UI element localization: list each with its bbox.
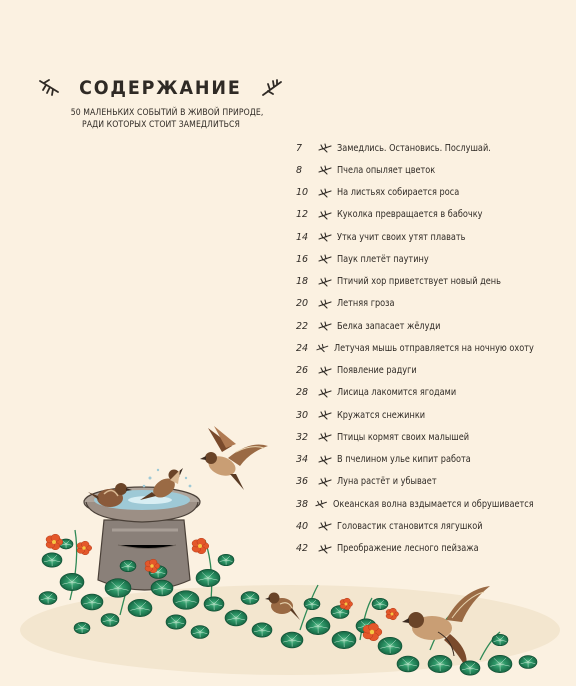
bird-icon bbox=[88, 483, 132, 507]
flower-icon bbox=[192, 538, 209, 554]
nasturtium-leaf-icon bbox=[81, 594, 103, 610]
nasturtium-leaf-icon bbox=[378, 637, 402, 654]
bird-icon bbox=[140, 468, 183, 501]
toc-page-number: 30 bbox=[296, 409, 309, 421]
page-title: СОДЕРЖАНИЕ bbox=[79, 77, 242, 99]
bird-icon bbox=[402, 586, 490, 668]
toc-entry-title: Пчела опыляет цветок bbox=[337, 164, 436, 176]
nasturtium-leaf-icon bbox=[74, 622, 90, 634]
sprig-icon bbox=[318, 210, 332, 220]
sprig-icon bbox=[316, 343, 329, 353]
nasturtium-leaf-icon bbox=[173, 591, 199, 610]
toc-entry[interactable] bbox=[296, 515, 566, 537]
bird-icon bbox=[265, 593, 300, 621]
title-row bbox=[38, 72, 283, 104]
toc-page-number: 28 bbox=[296, 387, 309, 399]
sprig-icon bbox=[318, 455, 332, 465]
nasturtium-leaf-icon bbox=[60, 573, 84, 590]
nasturtium-leaf-icon bbox=[306, 617, 330, 634]
toc-page-number: 34 bbox=[296, 454, 309, 466]
nasturtium-leaf-icon bbox=[120, 560, 136, 572]
toc-entry-title: Птицы кормят своих малышей bbox=[337, 431, 470, 443]
table-of-contents bbox=[296, 137, 566, 560]
toc-entry[interactable] bbox=[296, 182, 566, 204]
flower-icon bbox=[46, 534, 63, 550]
toc-entry[interactable] bbox=[296, 382, 566, 404]
toc-entry-title: На листьях собирается роса bbox=[337, 187, 460, 199]
nasturtium-leaf-icon bbox=[428, 655, 452, 672]
bird-icon bbox=[200, 426, 268, 490]
toc-page-number: 20 bbox=[296, 298, 309, 310]
sprig-icon bbox=[318, 544, 332, 554]
toc-entry-title: Белка запасает жёлуди bbox=[337, 320, 441, 332]
toc-page-number: 36 bbox=[296, 476, 309, 488]
nasturtium-leaf-icon bbox=[149, 566, 167, 579]
sprig-icon bbox=[315, 499, 327, 509]
sprig-icon bbox=[318, 232, 332, 242]
sprig-icon bbox=[318, 366, 332, 376]
flower-icon bbox=[77, 541, 92, 555]
toc-page-number: 7 bbox=[296, 142, 303, 154]
toc-entry[interactable] bbox=[296, 493, 566, 515]
sprig-icon bbox=[318, 477, 332, 487]
toc-page-number: 12 bbox=[296, 209, 309, 221]
toc-page-number: 40 bbox=[296, 520, 309, 532]
nasturtium-leaf-icon bbox=[252, 623, 272, 637]
nasturtium-leaf-icon bbox=[372, 598, 388, 610]
toc-entry-title: Замедлись. Остановись. Послушай. bbox=[337, 142, 491, 154]
nasturtium-leaf-icon bbox=[460, 661, 480, 675]
nasturtium-leaf-icon bbox=[241, 592, 259, 605]
nasturtium-leaf-icon bbox=[397, 656, 419, 672]
nasturtium-leaf-icon bbox=[492, 634, 508, 646]
toc-entry-title: Птичий хор приветствует новый день bbox=[337, 276, 501, 288]
sprig-icon bbox=[318, 432, 332, 442]
sprig-icon bbox=[318, 277, 332, 287]
sprig-icon bbox=[318, 165, 332, 175]
nasturtium-leaf-icon bbox=[304, 598, 320, 610]
toc-entry[interactable] bbox=[296, 226, 566, 248]
toc-entry-title: Кружатся снежинки bbox=[337, 409, 426, 421]
sprig-icon bbox=[318, 521, 332, 531]
nasturtium-leaf-icon bbox=[39, 592, 57, 605]
toc-entry[interactable] bbox=[296, 315, 566, 337]
toc-entry[interactable] bbox=[296, 337, 566, 359]
toc-page-number: 18 bbox=[296, 276, 309, 288]
toc-entry-title: Паук плетёт паутину bbox=[337, 253, 429, 265]
sprig-icon bbox=[318, 388, 332, 398]
sprig-icon bbox=[318, 254, 332, 264]
toc-entry[interactable] bbox=[296, 137, 566, 159]
toc-entry[interactable] bbox=[296, 471, 566, 493]
nasturtium-leaf-icon bbox=[166, 615, 186, 629]
nasturtium-leaf-icon bbox=[204, 597, 224, 611]
toc-entry[interactable] bbox=[296, 404, 566, 426]
sprig-icon bbox=[318, 321, 332, 331]
toc-entry-title: Океанская волна вздымается и обрушивается bbox=[332, 498, 534, 510]
nasturtium-leaf-icon bbox=[191, 626, 209, 639]
flower-icon bbox=[386, 608, 399, 620]
flower-icon bbox=[340, 598, 353, 610]
sprig-icon bbox=[38, 78, 60, 98]
subtitle bbox=[56, 107, 266, 131]
nasturtium-leaf-icon bbox=[151, 580, 173, 596]
toc-entry-title: Летучая мышь отправляется на ночную охоту bbox=[333, 342, 534, 354]
toc-entry-title: Луна растёт и убывает bbox=[337, 476, 437, 488]
toc-entry-title: Появление радуги bbox=[337, 365, 417, 377]
water-splash bbox=[143, 469, 192, 488]
nasturtium-leaf-icon bbox=[218, 554, 234, 566]
sprig-icon bbox=[318, 410, 332, 420]
nasturtium-leaf-icon bbox=[281, 632, 303, 648]
toc-page-number: 10 bbox=[296, 187, 309, 199]
toc-entry[interactable] bbox=[296, 426, 566, 448]
nasturtium-leaf-icon bbox=[331, 606, 349, 619]
nasturtium-leaf-icon bbox=[519, 656, 537, 669]
nasturtium-leaf-icon bbox=[332, 631, 356, 648]
nasturtium-leaf-icon bbox=[42, 553, 62, 567]
nasturtium-leaf-icon bbox=[225, 610, 247, 626]
toc-page-number: 42 bbox=[296, 543, 309, 555]
subtitle-line: 50 МАЛЕНЬКИХ СОБЫТИЙ В ЖИВОЙ ПРИРОДЕ, bbox=[70, 108, 264, 118]
toc-entry[interactable] bbox=[296, 271, 566, 293]
sprig-icon bbox=[318, 299, 332, 309]
bird-bath-icon bbox=[84, 487, 200, 590]
toc-page-number: 14 bbox=[296, 231, 309, 243]
toc-page-number: 38 bbox=[296, 498, 309, 510]
nasturtium-leaf-icon bbox=[488, 655, 512, 672]
nasturtium-leaf-icon bbox=[59, 539, 73, 549]
toc-entry[interactable] bbox=[296, 538, 566, 560]
toc-entry[interactable] bbox=[296, 449, 566, 471]
flower-icon bbox=[145, 559, 160, 573]
toc-entry-title: Утка учит своих утят плавать bbox=[337, 231, 466, 243]
sprig-icon bbox=[261, 78, 283, 98]
toc-entry[interactable] bbox=[296, 204, 566, 226]
sprig-icon bbox=[318, 188, 332, 198]
sprig-icon bbox=[318, 143, 332, 153]
nasturtium-leaf-icon bbox=[128, 599, 152, 616]
nasturtium-leaf-icon bbox=[196, 569, 220, 586]
nasturtium-leaf-icon bbox=[105, 579, 131, 598]
toc-page-number: 16 bbox=[296, 253, 309, 265]
toc-entry[interactable] bbox=[296, 293, 566, 315]
toc-entry-title: Лисица лакомится ягодами bbox=[337, 387, 457, 399]
flower-icon bbox=[363, 623, 382, 641]
toc-entry-title: Головастик становится лягушкой bbox=[337, 520, 483, 532]
toc-page-number: 24 bbox=[296, 342, 309, 354]
toc-entry-title: Преображение лесного пейзажа bbox=[337, 543, 479, 555]
toc-entry[interactable] bbox=[296, 248, 566, 270]
toc-entry-title: В пчелином улье кипит работа bbox=[337, 454, 471, 466]
subtitle-line: РАДИ КОТОРЫХ СТОИТ ЗАМЕДЛИТЬСЯ bbox=[81, 120, 240, 130]
nasturtium-leaf-icon bbox=[356, 619, 376, 633]
toc-entry[interactable] bbox=[296, 360, 566, 382]
toc-entry[interactable] bbox=[296, 159, 566, 181]
nasturtium-leaf-icon bbox=[101, 614, 119, 627]
toc-entry-title: Летняя гроза bbox=[337, 298, 395, 310]
ground-shadow bbox=[20, 585, 560, 675]
toc-page-number: 8 bbox=[296, 164, 303, 176]
toc-page-number: 22 bbox=[296, 320, 309, 332]
toc-page-number: 26 bbox=[296, 365, 309, 377]
toc-page-number: 32 bbox=[296, 431, 309, 443]
toc-entry-title: Куколка превращается в бабочку bbox=[337, 209, 483, 221]
